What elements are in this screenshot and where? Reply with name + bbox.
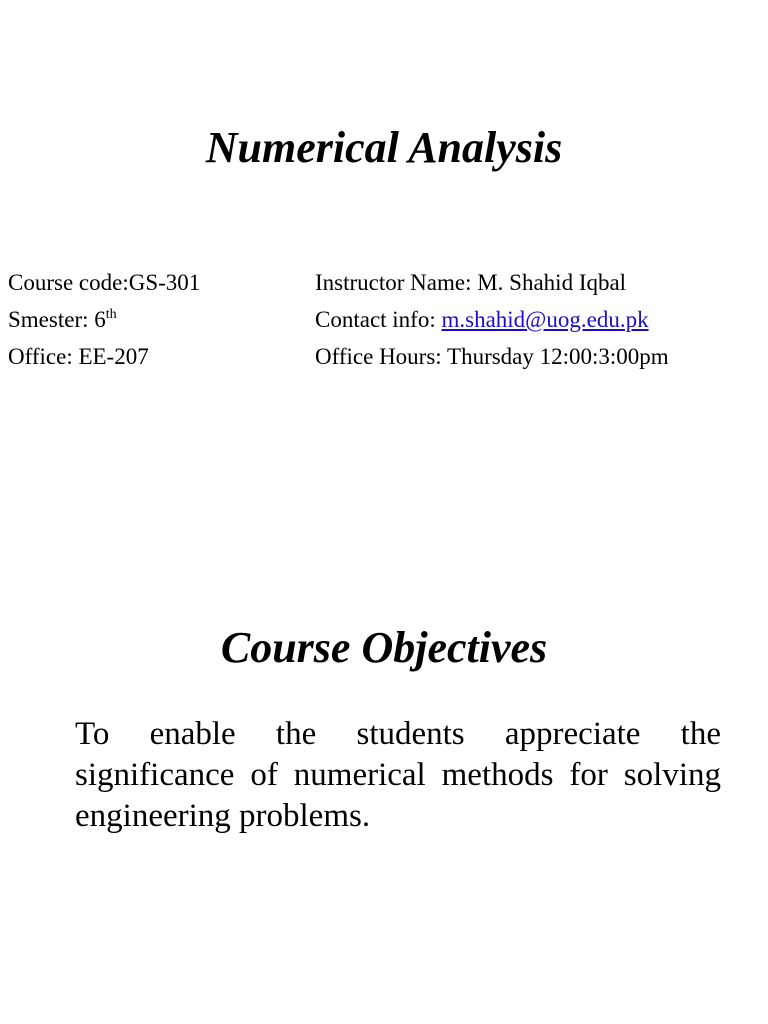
contact-label: Contact info: — [315, 307, 442, 332]
page-title: Numerical Analysis — [205, 123, 563, 172]
office-hours: Office Hours: Thursday 12:00:3:00pm — [315, 344, 669, 369]
course-objectives-text: To enable the students appreciate the significance of numerical methods for solving engineering problems. — [75, 716, 721, 834]
course-code: Course code:GS-301 — [8, 270, 201, 295]
instructor-name: Instructor Name: M. Shahid Iqbal — [315, 270, 627, 295]
semester-suffix: th — [105, 307, 117, 322]
office: Office: EE-207 — [8, 344, 149, 369]
contact-email-link[interactable]: m.shahid@uog.edu.pk — [441, 307, 649, 332]
course-objectives-heading: Course Objectives — [220, 623, 548, 672]
semester-label: Smester: 6 — [8, 307, 106, 332]
course-info-right — [315, 264, 669, 375]
semester — [8, 301, 200, 338]
course-info-left — [8, 264, 200, 375]
contact-info — [315, 301, 669, 338]
